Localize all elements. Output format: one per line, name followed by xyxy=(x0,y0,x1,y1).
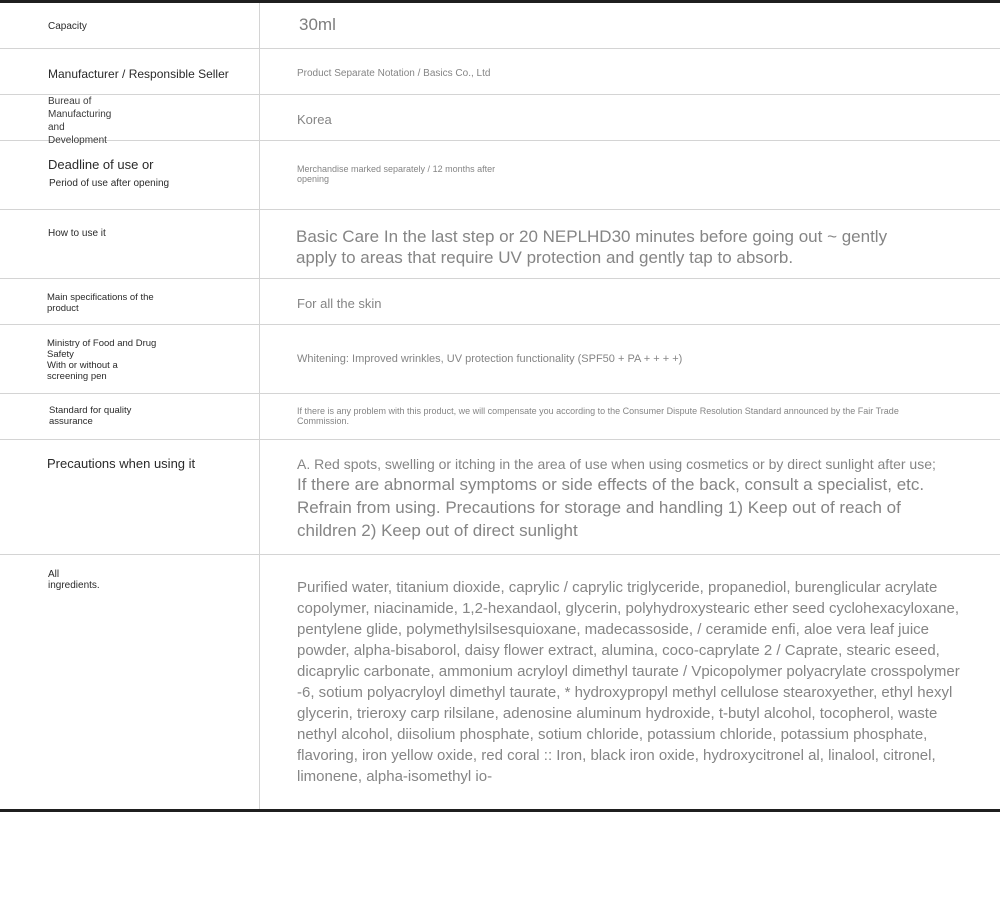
row-value-capacity: 30ml xyxy=(299,15,336,34)
table-row-quality-standard xyxy=(0,394,1000,440)
row-label-quality-standard xyxy=(0,394,260,439)
table-row-mfds xyxy=(0,325,1000,394)
table-row-ingredients xyxy=(0,555,1000,809)
row-value-quality-standard: If there is any problem with this product, we will compensate you according to the Consumer Dispute Resolution Standard announced by the Fair Trade Commission. xyxy=(297,406,899,426)
row-value-deadline: Merchandise marked separately / 12 months after opening xyxy=(297,164,496,184)
row-label-line: With or without a xyxy=(47,360,118,371)
row-value-bureau: Korea xyxy=(297,112,332,127)
row-label-line: How to use it xyxy=(48,228,106,239)
table-row-how-to-use xyxy=(0,210,1000,279)
row-label-line: Deadline of use or xyxy=(48,157,154,172)
row-value-precautions xyxy=(260,440,1000,554)
precautions-line: A. Red spots, swelling or itching in the area of use when using cosmetics or by direct sunlight after use; xyxy=(297,456,936,472)
row-label-ingredients xyxy=(0,555,260,809)
row-label-line: ingredients. xyxy=(48,580,100,591)
row-label-line: Bureau of xyxy=(48,96,92,107)
precautions-line: If there are abnormal symptoms or side effects of the back, consult a specialist, etc. Refrain from using. Precautions for storage and handling 1) Keep out of reach of children 2) Keep out of direct sunlight xyxy=(297,475,925,540)
row-value-ingredients: Purified water, titanium dioxide, caprylic / caprylic triglyceride, propanediol, burenglicular acrylate copolymer, niacinamide, 1,2-hexandaol, glycerin, polyhydroxystearic ether seed cyclohexacyloxane, pentylene glide, polymethylsilsesquioxane, madecassoside, / ceramide enfi, aloe vera leaf juice powder, alpha-bisaborol, daisy flower extract, alumina, coco-caprylate 2 / Caprate, stearic eseed, dicaprylic carbonate, ammonium acryloyl dimethyl taurate / Vpicopolymer polyacrylate crosspolymer -6, sotium polyacryloyl dimethyl taurate, * hydroxypropyl methyl cellulose stearoxyether, ethyl hexyl glycerin, trieroxy carp rilsilane, adenosine aluminum hydroxide, t-butyl alcohol, tocopherol, waste nethyl alcohol, diisolium phosphate, sotium chloride, potassium chloride, potassium phosphate, flavoring, iron yellow oxide, red coral :: Iron, black iron oxide, hydroxycitronel al, linalool, citronel, limonene, alpha-isomethyl io- xyxy=(297,579,960,785)
row-label-bureau xyxy=(0,95,260,146)
row-label-line: assurance xyxy=(49,416,93,427)
row-label-line: product xyxy=(47,303,79,314)
table-row-manufacturer xyxy=(0,49,1000,95)
table-row-main-spec xyxy=(0,279,1000,325)
row-label-line: Precautions when using it xyxy=(47,456,196,471)
row-label-line: Standard for quality xyxy=(49,405,132,416)
row-label-main-spec xyxy=(0,279,260,324)
table-row-bureau xyxy=(0,95,1000,146)
row-label-line: Ministry of Food and Drug xyxy=(47,338,157,349)
row-label-capacity xyxy=(0,3,260,48)
row-label-mfds xyxy=(0,325,260,393)
row-label-line: Development xyxy=(48,135,107,146)
row-label-manufacturer xyxy=(0,49,260,94)
row-label-line: Safety xyxy=(47,349,74,360)
table-row-deadline xyxy=(0,141,1000,210)
row-value-how-to-use: Basic Care In the last step or 20 NEPLHD30 minutes before going out ~ gently apply to areas that require UV protection and gently tap to absorb. xyxy=(296,227,888,267)
row-label-line: Capacity xyxy=(48,21,87,32)
row-label-how-to-use xyxy=(0,210,260,278)
row-label-line: Main specifications of the xyxy=(47,292,154,303)
row-label-line: and xyxy=(48,122,65,133)
table-row-capacity xyxy=(0,3,1000,49)
row-label-line: Period of use after opening xyxy=(49,178,170,189)
row-value-manufacturer: Product Separate Notation / Basics Co., Ltd xyxy=(297,68,491,79)
row-label-line: All xyxy=(48,569,60,580)
table-row-precautions xyxy=(0,440,1000,555)
row-value-mfds: Whitening: Improved wrinkles, UV protection functionality (SPF50 + PA + + + +) xyxy=(297,353,683,365)
row-value-main-spec: For all the skin xyxy=(297,296,382,311)
row-label-line: Manufacturing xyxy=(48,109,112,120)
row-label-line: screening pen xyxy=(47,371,107,382)
row-label-deadline xyxy=(0,141,260,209)
row-label-line: Manufacturer / Responsible Seller xyxy=(48,67,229,81)
row-label-precautions xyxy=(0,440,260,554)
